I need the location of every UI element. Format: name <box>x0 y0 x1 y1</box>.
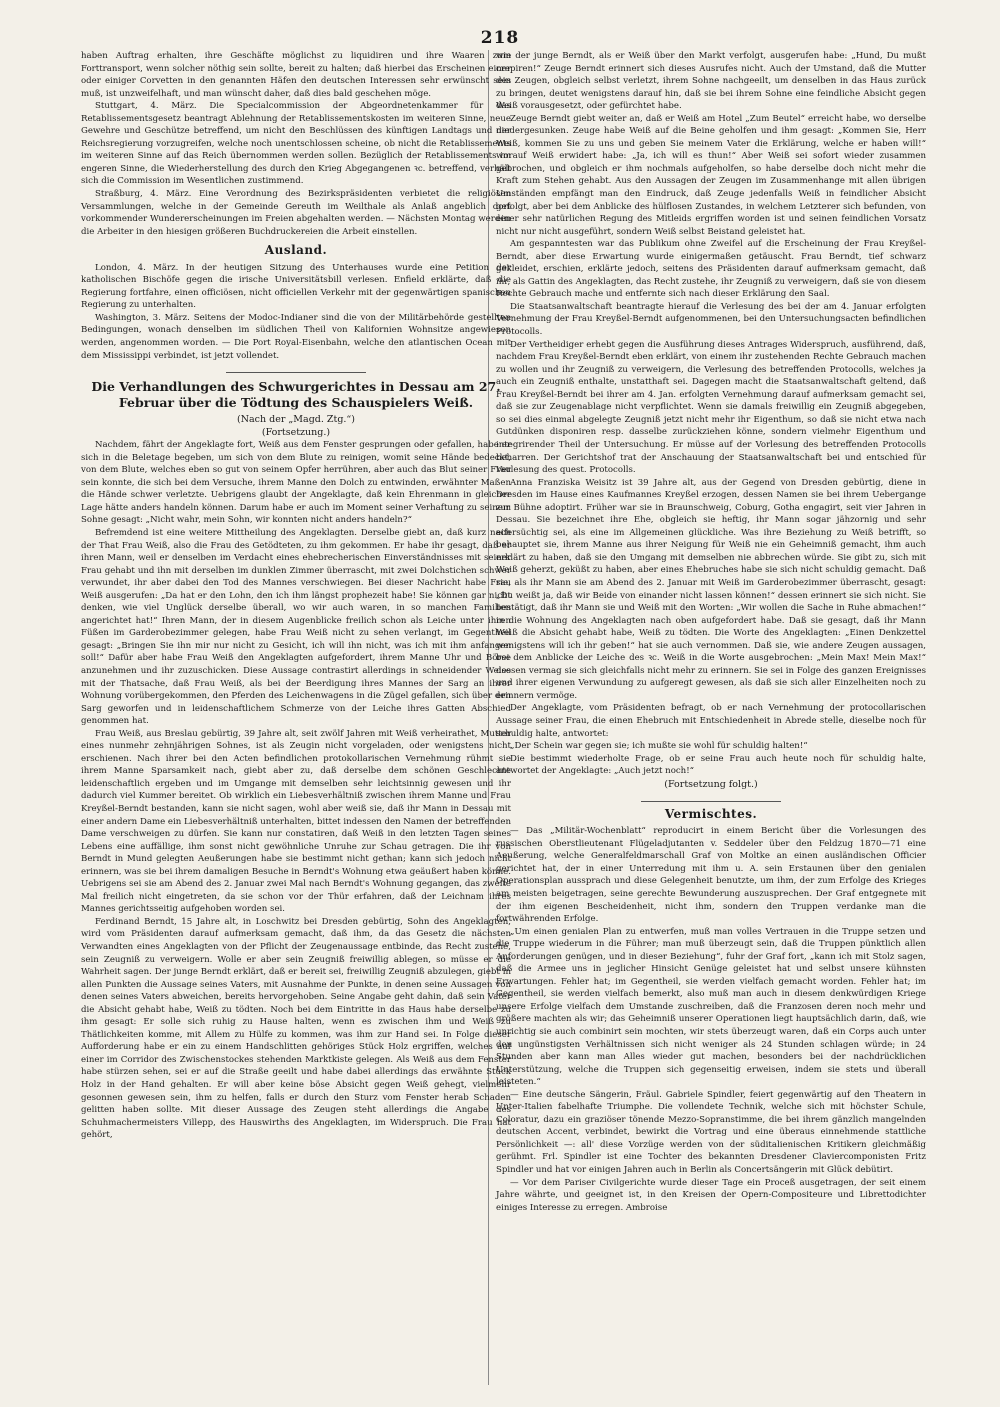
paragraph: haben Auftrag erhalten, ihre Geschäfte möglichst zu liquidiren und ihre Waaren zum Forttransport, wenn solcher nöthig sein sollte, bereit zu halten; daß hierbei das Erscheinen einer oder einiger Corvetten in den genannten Häfen den deutschen Interessen sehr erwünscht sein muß, ist unzweifelhaft, und man wünscht daher, daß dies bald geschehen möge. <box>81 51 511 99</box>
article-divider <box>226 372 366 373</box>
right-column <box>496 50 926 1214</box>
news-washington: Washington, 3. März. Seitens der Modoc-Indianer sind die von der Militärbehörde gestellten Bedingungen, wonach denselben im südlichen Theil von Kalifornien Wohnsitze angewiesen werden, angenommen worden. — Die Port Royal-Eisenbahn, welche den atlantischen Ocean mit dem Mississippi verbindet, ist jetzt vollendet. <box>81 312 511 361</box>
paragraph: Nachdem, fährt der Angeklagte fort, Weiß aus dem Fenster gesprungen oder gefallen, habe er sich in die Beletage begeben, um sich von dem Blute zu reinigen, womit seine Hände bedeckt, von dem Blute, welches eben so gut von seinem Opfer herrühren, aber auch das Blut seiner Frau sein konnte, die sich bei dem Versuche, ihrem Manne den Dolch zu entwinden, erwähnter Maßen die Hände schwer verletzte. Uebrigens glaubt der Angeklagte, daß kein Ehrenmann in gleicher Lage hätte anders handeln können. Darum habe er auch im Moment seiner Verhaftung zu seinem Sohne gesagt: „Nicht wahr, mein Sohn, wir konnten nicht anders handeln?“ <box>81 440 511 526</box>
paragraph: Am gespanntesten war das Publikum ohne Zweifel auf die Erscheinung der Frau Kreyßel-Berndt, aber diese Erwartung wurde einigermaßen getäuscht. Frau Berndt, tief schwarz gekleidet, erschien, erklärte jedoch, seitens des Präsidenten darauf aufmerksam gemacht, daß ihr, als Gattin des Angeklagten, das Recht zustehe, ihr Zeugniß zu verweigern, daß sie von diesem Rechte Gebrauch mache und entfernte sich nach dieser Erklärung den Saal. <box>496 239 927 300</box>
paragraph: Anna Franziska Weisitz ist 39 Jahre alt, aus der Gegend von Dresden gebürtig, diene in Dresden im Hause eines Kaufmannes Kreyßel erzogen, dessen Namen sie bei ihrem Uebergange zur Bühne adoptirt. Früher war sie in Braunschweig, Coburg, Gotha engagirt, seit vier Jahren in Dessau. Sie bezeichnet ihre Ehe, obgleich sie heftig, ihr Mann sogar jähzornig und sehr eifersüchtig sei, als eine im Allgemeinen glückliche. Was ihre Beziehung zu Weiß betrifft, so behauptet sie, ihrem Manne aus ihrer Neigung für Weiß nie ein Geheimniß gemacht, ihm auch erklärt zu haben, daß sie den Umgang mit demselben nie abbrechen würde. Sie gibt zu, sich mit Weiß geherzt, geküßt zu haben, aber eines Ehebruches habe sie sich nicht schuldig gemacht. Daß sie, als ihr Mann sie am Abend des 2. Januar mit Weiß im Garderobezimmer überrascht, gesagt: „Du weißt ja, daß wir Beide von einander nicht lassen können!“ dessen erinnert sie sich nicht. Sie bestätigt, daß ihr Mann sie und Weiß mit den Worten: „Wir wollen die Sache in Ruhe abmachen!“ in die Wohnung des Angeklagten nach oben aufgefordert habe. Daß sie gesagt, daß ihr Mann Weiß die Absicht gehabt habe, Weiß zu tödten. Die Worte des Angeklagten: „Einen Denkzettel wenigstens will ich ihr geben!“ hat sie auch vernommen. Daß sie, wie andere Zeugen aussagen, bei dem Anblicke der Leiche des ꝛc. Weiß in die Worte ausgebrochen: „Mein Max! Mein Max!“ dessen vermag sie sich gleichfalls nicht mehr zu erinnern. Sie sei in Folge des ganzen Ereignisses und ihrer eigenen Verwundung zu aufgeregt gewesen, als daß sie sich aller Einzelheiten noch zu erinnern vermöge. <box>496 477 926 701</box>
news-london: London, 4. März. In der heutigen Sitzung des Unterhauses wurde eine Petition der katholischen Bischöfe gegen die irische Universitätsbill verlesen. Enfield erklärte, daß die Regierung fortfahre, einen officiösen, nicht officiellen Verkehr mit der gegenwärtigen spanischen Regierung zu unterhalten. <box>81 262 511 311</box>
article-divider <box>641 801 781 802</box>
article-title: Die Verhandlungen des Schwurgerichtes in Dessau am 27. Februar über die Tödtung des Schauspielers Weiß. <box>91 379 501 411</box>
section-heading-vermischtes: Vermischtes. <box>664 806 758 821</box>
continuation-note: (Fortsetzung folgt.) <box>664 778 758 790</box>
article-continuation: (Fortsetzung.) <box>261 427 331 439</box>
paragraph: — Eine deutsche Sängerin, Fräul. Gabriele Spindler, feiert gegenwärtig auf den Theatern in Unter-Italien fabelhafte Triumphe. Die vollendete Technik, welche sich mit höchster Schule, Coloratur, dazu ein graziöser tönende Mezzo-Sopranstimme, die bei ihrem gänzlich mangelnden deutschen Accent, verbindet, bewirkt die Vortrag und eine überaus einnehmende stattliche Persönlichkeit —: all' diese Vorzüge werden von der süditalienischen Kritikern gleichmäßig gerühmt. Frl. Spindler ist eine Tochter des bekannten Dresdener Claviercomponisten Fritz Spindler und hat vor einigen Jahren auch in Berlin als Concertsängerin mit Glück debütirt. <box>496 1089 926 1176</box>
paragraph: Frau Weiß, aus Breslau gebürtig, 39 Jahre alt, seit zwölf Jahren mit Weiß verheirathet, Mutter eines nunmehr zehnjährigen Sohnes, ist als Zeugin nicht vorgeladen, oder wenigstens nicht erschienen. Nach ihrer bei den Acten befindlichen protokollarischen Vernehmung rühmt sie ihrem Manne Sparsamkeit nach, giebt aber zu, daß derselbe dem schönen Geschlechte leidenschaftlich ergeben und im Umgange mit demselben sehr leichtsinnig gewesen und ihr dadurch viel Kummer bereitet. Ob wirklich ein Liebesverhältniß zwischen ihrem Manne und Frau Kreyßel-Berndt bestanden, kann sie nicht sagen, wohl aber weiß sie, daß ihr Mann in Dessau mit einer andern Dame ein Liebesverhältniß unterhalten, bittet indessen den Namen der betreffenden Dame verschweigen zu dürfen. Sie kann nur constatiren, daß Weiß in den letzten Tagen seines Lebens eine auffällige, ihm sonst nicht gewöhnliche Unruhe zur Schau getragen. Die ihr von Berndt in Mund gelegten Aeußerungen habe sie bestimmt nicht gethan; kann sich jedoch nicht erinnern, was sie bei ihrem damaligen Besuche in Berndt's Wohnung etwa geäußert haben könne. Uebrigens sei sie am Abend des 2. Januar zwei Mal nach Berndt's Wohnung gegangen, das zweite Mal freilich nicht eingetreten, da sie schon vor der Thür erfahren, daß der Leichnam ihres Mannes gerichtsseitig aufgehoben worden sei. <box>81 728 511 915</box>
paragraph: Die Staatsanwaltschaft beantragte hierauf die Verlesung des bei der am 4. Januar erfolgten Vernehmung der Frau Kreyßel-Berndt aufgenommenen, bei den Untersuchungsacten befindlichen Protocolls. <box>496 301 926 338</box>
paragraph: Der Vertheidiger erhebt gegen die Ausführung dieses Antrages Widerspruch, ausführend, daß, nachdem Frau Kreyßel-Berndt eben erklärt, von einem ihr zustehenden Rechte Gebrauch machen zu wollen und ihr Zeugniß zu verweigern, die Verlesung des betreffenden Protocolls, welches ja auch ein Zeugniß enthalte, unstatthaft sei. Dagegen macht die Staatsanwaltschaft geltend, daß Frau Kreyßel-Berndt bei ihrer am 4. Jan. erfolgten Vernehmung darauf aufmerksam gemacht sei, daß sie zur Zeugenablage nicht verpflichtet. Wenn sie damals freiwillig ein Zeugniß abgegeben, so sei dies einmal abgelegte Zeugniß jetzt nicht mehr ihr Eigenthum, so daß sie nicht etwa nach Gutdünken disponiren resp. dasselbe zurückziehen könne, sondern vielmehr Eigenthum und integrirender Theil der Untersuchung. Er müsse auf der Vorlesung des betreffenden Protocolls beharren. Der Gerichtshof trat der Anschauung der Staatsanwaltschaft bei und entschied für Verlesung des quest. Protocolls. <box>496 339 926 476</box>
paragraph: Die bestimmt wiederholte Frage, ob er seine Frau auch heute noch für schuldig halte, antwortet der Angeklagte: „Auch jetzt noch!“ <box>496 753 926 777</box>
news-stuttgart: Stuttgart, 4. März. Die Specialcommission der Abgeordnetenkammer für das Retablissementsgesetz beantragt Ablehnung der Retablissementskosten im weiteren Sinne, neue Gewehre und Geschütze betreffend, um nicht den Beschlüssen des künftigen Landtags und der Reichsregierung vorzugreifen, welche noch unentschlossen scheine, ob nicht die Retablissements im weiteren Sinne auf das Reich übernommen werden sollen. Bezüglich der Retablissements im engeren Sinne, die Wiederherstellung des durch den Krieg Abgegangenen ꝛc. betreffend, verhält sich die Commission im Wesentlichen zustimmend. <box>81 101 511 187</box>
paragraph: Der Angeklagte, vom Präsidenten befragt, ob er nach Vernehmung der protocollarischen Aussage seiner Frau, die einen Ehebruch mit Entschiedenheit in Abrede stelle, dieselbe noch für schuldig halte, antwortet: <box>496 703 926 739</box>
page-number: 218 <box>480 28 520 48</box>
section-heading-ausland: Ausland. <box>264 243 328 258</box>
paragraph: „Um einen genialen Plan zu entwerfen, muß man volles Vertrauen in die Truppe setzen und die Truppe wiederum in die Führer; man muß überzeugt sein, daß die Truppen pünktlich allen Anforderungen genügen, und in dieser Beziehung“, fuhr der Graf fort, „kann ich mit Stolz sagen, daß die Armee uns in jeglicher Hinsicht Genüge geleistet hat und selbst unsere kühnsten Erwartungen. Fehler hat; im Gegentheil, sie werden vielfach gemacht worden. Fehler hat; im Gegentheil, sie werden vielfach bemerkt, also muß man auch in diesem denkwürdigen Kriege unsere Erfolge vielfach dem Umstande zuschreiben, daß die Franzosen deren noch mehr und größere machten als wir; das Geheimniß unserer Operationen liegt hauptsächlich darin, daß, wie unrichtig sie auch combinirt sein mochten, wir stets überzeugt waren, daß ein Corps auch unter den ungünstigsten Verhältnissen sich nicht weniger als 24 Stunden schlagen würde; in 24 Stunden aber kann man Alles wieder gut machen, besonders bei der nachdrücklichen Unterstützung, welche die Truppen sich gegenseitig erweisen, indem sie stets und überall leisteten.“ <box>496 926 926 1088</box>
paragraph: wie der junge Berndt, als er Weiß über den Markt verfolgt, ausgerufen habe: „Hund, Du mußt crepiren!“ Zeuge Berndt erinnert sich dieses Ausrufes nicht. Auch der Umstand, daß die Mutter des Zeugen, obgleich selbst verletzt, ihrem Sohne nachgeeilt, um denselben in das Haus zurück zu bringen, deutet wenigstens darauf hin, daß sie bei ihrem Sohne eine feindliche Absicht gegen Weiß vorausgesetzt, oder gefürchtet habe. <box>496 51 926 112</box>
left-column <box>81 50 511 1142</box>
news-strassburg: Straßburg, 4. März. Eine Verordnung des Bezirkspräsidenten verbietet die religiösen Versammlungen, welche in der Gemeinde Gereuth im Weilthale als Anlaß angeblich dort vorkommender Wundererscheinungen im Freien abgehalten werden. — Nächsten Montag werden die Arbeiter in den hiesigen größeren Buchdruckereien die Arbeit einstellen. <box>81 189 511 237</box>
paragraph: Zeuge Berndt giebt weiter an, daß er Weiß am Hotel „Zum Beutel“ erreicht habe, wo derselbe niedergesunken. Zeuge habe Weiß auf die Beine geholfen und ihm gesagt: „Kommen Sie, Herr Weiß, kommen Sie zu uns und geben Sie meinem Vater die Erklärung, welche er haben will!“ worauf Weiß erwidert habe: „Ja, ich will es thun!“ Aber Weiß sei sofort wieder zusammen gebrochen, und obgleich er ihm nochmals aufgeholfen, so habe derselbe doch nicht mehr die Kraft zum Stehen gehabt. Aus den Aussagen der Zeugen im Zusammenhange mit allen übrigen Umständen empfängt man den Eindruck, daß Zeuge jedenfalls Weiß in feindlicher Absicht gefolgt, aber bei dem Anblicke des hülflosen Zustandes, in welchem Letzterer sich befunden, von einer sehr natürlichen Regung des Mitleids ergriffen worden ist und seinen feindlichen Vorsatz nicht nur nicht ausgeführt, sondern Weiß selbst Beistand geleistet hat. <box>496 113 926 237</box>
paragraph: Ferdinand Berndt, 15 Jahre alt, in Loschwitz bei Dresden gebürtig, Sohn des Angeklagten, wird vom Präsidenten darauf aufmerksam gemacht, daß ihm, da das Gesetz die nächsten Verwandten eines Angeklagten von der Pflicht der Zeugenaussage entbinde, das Recht zustehe, sein Zeugniß zu verweigern. Wolle er aber sein Zeugniß freiwillig ablegen, so müsse er die Wahrheit sagen. Der junge Berndt erklärt, daß er bereit sei, freiwillig Zeugniß abzulegen, giebt in allen Punkten die Aussage seines Vaters, mit Ausnahme der Punkte, in denen seine Aussagen von denen seines Vaters abweichen, bereits hervorgehoben. Seine Angabe geht dahin, daß sein Vater die Absicht gehabt habe, Weiß zu tödten. Noch bei dem Eintritte in das Haus habe derselbe zu ihm gesagt: Er solle sich ruhig zu Hause halten, wenn es zwischen ihm und Weiß zu Thätlichkeiten komme, mit Allem zu Hülfe zu kommen, was ihm zur Hand sei. In Folge dieser Aufforderung habe er ein zu einem Handschlitten gehöriges Stück Holz ergriffen, welches auf einer im Corridor des Zwischenstockes stehenden Marktkiste gelegen. Als Weiß aus dem Fenster habe stürzen sehen, sei er auf die Straße geeilt und habe dabei allerdings das erwähnte Stück Holz in der Hand gehalten. Er will aber keine böse Absicht gegen Weiß gehegt, vielmehr gesonnen gewesen sein, ihm zu helfen, falls er durch den Sturz vom Fenster herab Schaden gelitten haben sollte. Mit dieser Aussage des Zeugen steht allerdings die Angabe des Schuhmachermeisters Villepp, des Hauswirths des Angeklagten, im Widerspruch. Die Frau hat gehört, <box>81 916 511 1141</box>
paragraph: „Der Schein war gegen sie; ich mußte sie wohl für schuldig halten!“ <box>510 741 808 752</box>
paragraph: — Das „Militär-Wochenblatt“ reproducirt in einem Bericht über die Vorlesungen des russischen Oberstlieutenant Flügeladjutanten v. Seddeler über den Feldzug 1870—71 eine Aeußerung, welche Generalfeldmarschall Graf von Moltke an einen ausländischen Officier gerichtet hat, der in einer Unterredung mit ihm u. A. sein Erstaunen über den genialen Operationsplan aussprach und diese Gelegenheit benutzte, um ihm, der zum Erfolge des Krieges am meisten beigetragen, seine gerechte Bewunderung auszusprechen. Der Graf entgegnete mit der ihm eigenen Bescheidenheit, nicht ihm, sondern den Truppen verdanke man die fortwährenden Erfolge. <box>496 826 926 925</box>
article-source: (Nach der „Magd. Ztg.“) <box>236 414 355 426</box>
paragraph: Befremdend ist eine weitere Mittheilung des Angeklagten. Derselbe giebt an, daß kurz nach der That Frau Weiß, also die Frau des Getödteten, zu ihm gekommen. Er habe ihr gesagt, daß er ihren Mann, weil er denselben im Verdacht eines ehebrecherischen Einverständnisses mit seiner Frau gehabt und ihn mit derselben im dunklen Zimmer überrascht, mit zwei Dolchstichen schwer verwundet, ihr aber dabei den Tod des Mannes verschwiegen. Bei dieser Nachricht habe Frau Weiß ausgerufen: „Da hat er den Lohn, den ich ihm längst prophezeit habe! Sie können gar nicht denken, wie viel Unglück derselbe überall, wo wir auch waren, in so manchen Familien angerichtet hat!“ Ihren Mann, der in diesem Augenblicke freilich schon als Leiche unter ihren Füßen im Garderobezimmer gelegen, habe Frau Weiß nicht zu sehen verlangt, im Gegentheil gesagt: „Bringen Sie ihn mir nur nicht zu Gesicht, ich will ihn nicht, was ich mit ihm anfangen soll!“ Dafür aber habe Frau Weiß den Angeklagten aufgefordert, ihrem Manne Uhr und Börse anzunehmen und ihr zuzuschicken. Diese Aussage contrastirt allerdings in schneidender Weise mit der Thatsache, daß Frau Weiß, als bei der Beerdigung ihres Mannes der Sarg an ihrer Wohnung vorübergekommen, den Pferden des Leichenwagens in die Zügel gefallen, sich über den Sarg geworfen und in leidenschaftlichem Schmerze von der Leiche ihres Gatten Abschied genommen hat. <box>81 527 511 727</box>
paragraph: — Vor dem Pariser Civilgerichte wurde dieser Tage ein Proceß ausgetragen, der seit einem Jahre währte, und geeignet ist, in den Kreisen der Opern-Compositeure und Librettodichter einiges Interesse zu erregen. Ambroise <box>496 1177 926 1213</box>
